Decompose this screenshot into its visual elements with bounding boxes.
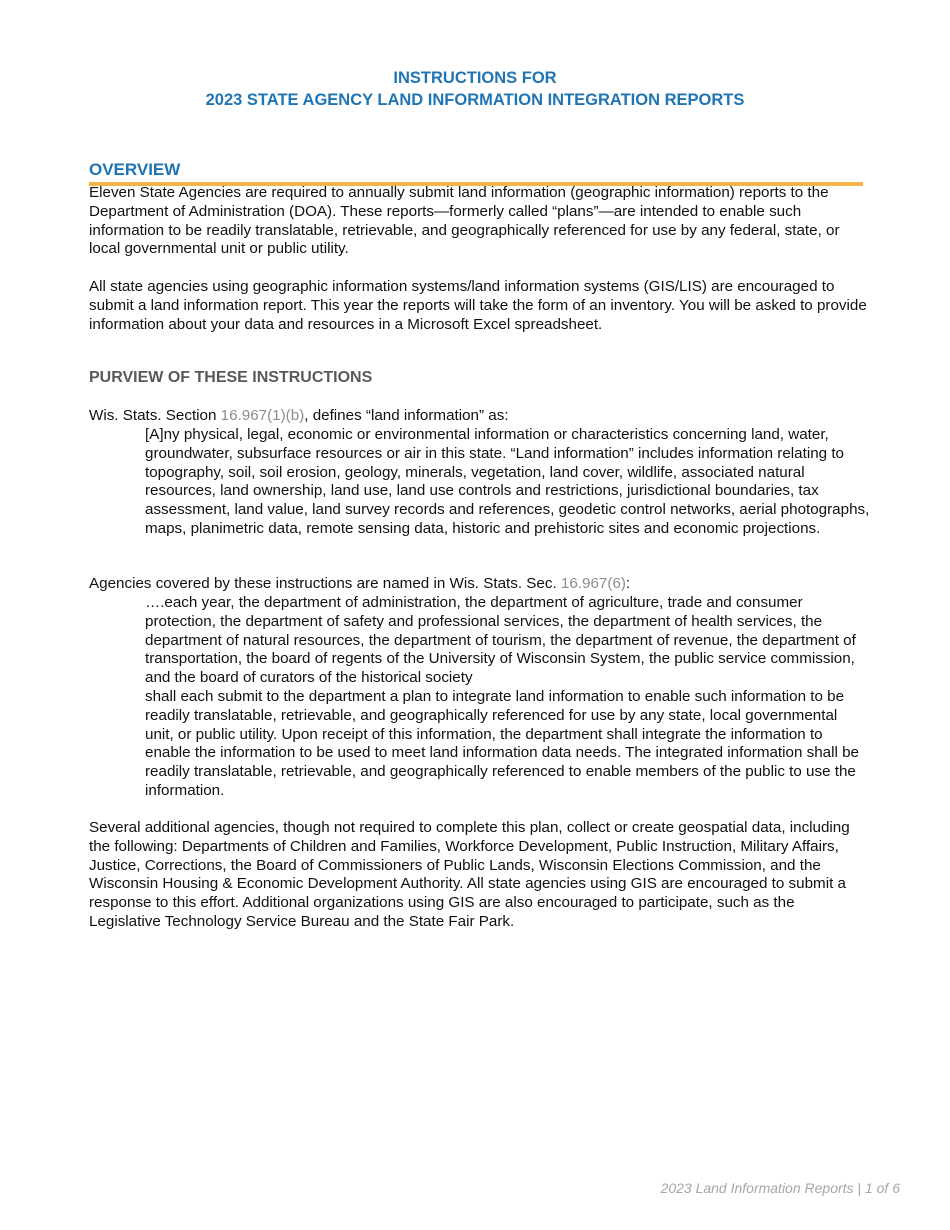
additional-agencies-paragraph: Several additional agencies, though not required to complete this plan, collect or create geospatial data, including the following: Departments of Children and Families, Workforce Development, Public Instruction, Military Affairs, Justice, Corrections, the Board of Commissioners of Public Lands, Wisconsin Elections Commission, and the Wisconsin Housing & Economic Development Authority. All state agencies using GIS are encouraged to submit a response to this effort. Additional organizations using GIS are also encouraged to participate, such as the Legislative Technology Service Bureau and the State Fair Park. [89, 819, 850, 930]
statute-intro-2 [89, 575, 869, 594]
statute-intro-1 [89, 407, 869, 426]
statute-link-16-967-6[interactable]: 16.967(6) [560, 575, 626, 592]
page-footer: 2023 Land Information Reports | 1 of 6 [660, 1180, 900, 1196]
statute-1-suffix: , defines “land information” as: [304, 407, 509, 424]
statute-quote-2-part-2: shall each submit to the department a plan to integrate land information to enable such information to be readily translatable, retrievable, and geographically referenced for use by any state, local governmental unit, or public utility. Upon receipt of this information, the department shall integrate the information to enable the information to be used to meet land information data needs. The integrated information shall be readily translatable, retrievable, and geographically referenced to enable members of the public to use the information. [145, 687, 859, 799]
statute-quote-2-part-1: ….each year, the department of administration, the department of agriculture, trade and consumer protection, the department of safety and professional services, the department of health services, the department of natural resources, the department of tourism, the department of revenue, the department of transportation, the board of regents of the University of Wisconsin System, the public service commission, and the board of curators of the historical society [145, 594, 856, 687]
statute-2-prefix: Agencies covered by these instructions are named in Wis. Stats. Sec. [89, 575, 561, 592]
document-title [0, 67, 950, 111]
overview-heading: OVERVIEW [89, 159, 863, 186]
overview-paragraph-1: Eleven State Agencies are required to annually submit land information (geographic information) reports to the Department of Administration (DOA). These reports—formerly called “plans”—are intended to enable such information to be readily translatable, retrievable, and geographically referenced for use by any federal, state, or local governmental unit or public utility. [89, 184, 840, 258]
statute-quote-2 [145, 594, 870, 801]
statute-quote-1: [A]ny physical, legal, economic or environmental information or characteristics concerning land, water, groundwater, subsurface resources or air in this state. “Land information” includes information relating to topography, soil, soil erosion, geology, minerals, vegetation, land cover, wildlife, associated natural resources, land ownership, land use, land use controls and restrictions, jurisdictional boundaries, tax assessment, land value, land survey records and references, geodetic control networks, aerial photographs, maps, planimetric data, remote sensing data, historic and prehistoric sites and economic projections. [145, 426, 870, 537]
overview-paragraph-2: All state agencies using geographic information systems/land information systems (GIS/LIS) are encouraged to submit a land information report. This year the reports will take the form of an inventory. You will be asked to provide information about your data and resources in a Microsoft Excel spreadsheet. [89, 278, 867, 333]
statute-link-16-967-1-b[interactable]: 16.967(1)(b) [220, 407, 305, 424]
statute-1-prefix: Wis. Stats. Section [89, 407, 221, 424]
purview-heading: PURVIEW OF THESE INSTRUCTIONS [89, 369, 373, 386]
statute-2-suffix: : [625, 575, 631, 592]
title-line-2: 2023 STATE AGENCY LAND INFORMATION INTEGRATION REPORTS [205, 91, 745, 109]
title-line-1: INSTRUCTIONS FOR [393, 69, 557, 87]
